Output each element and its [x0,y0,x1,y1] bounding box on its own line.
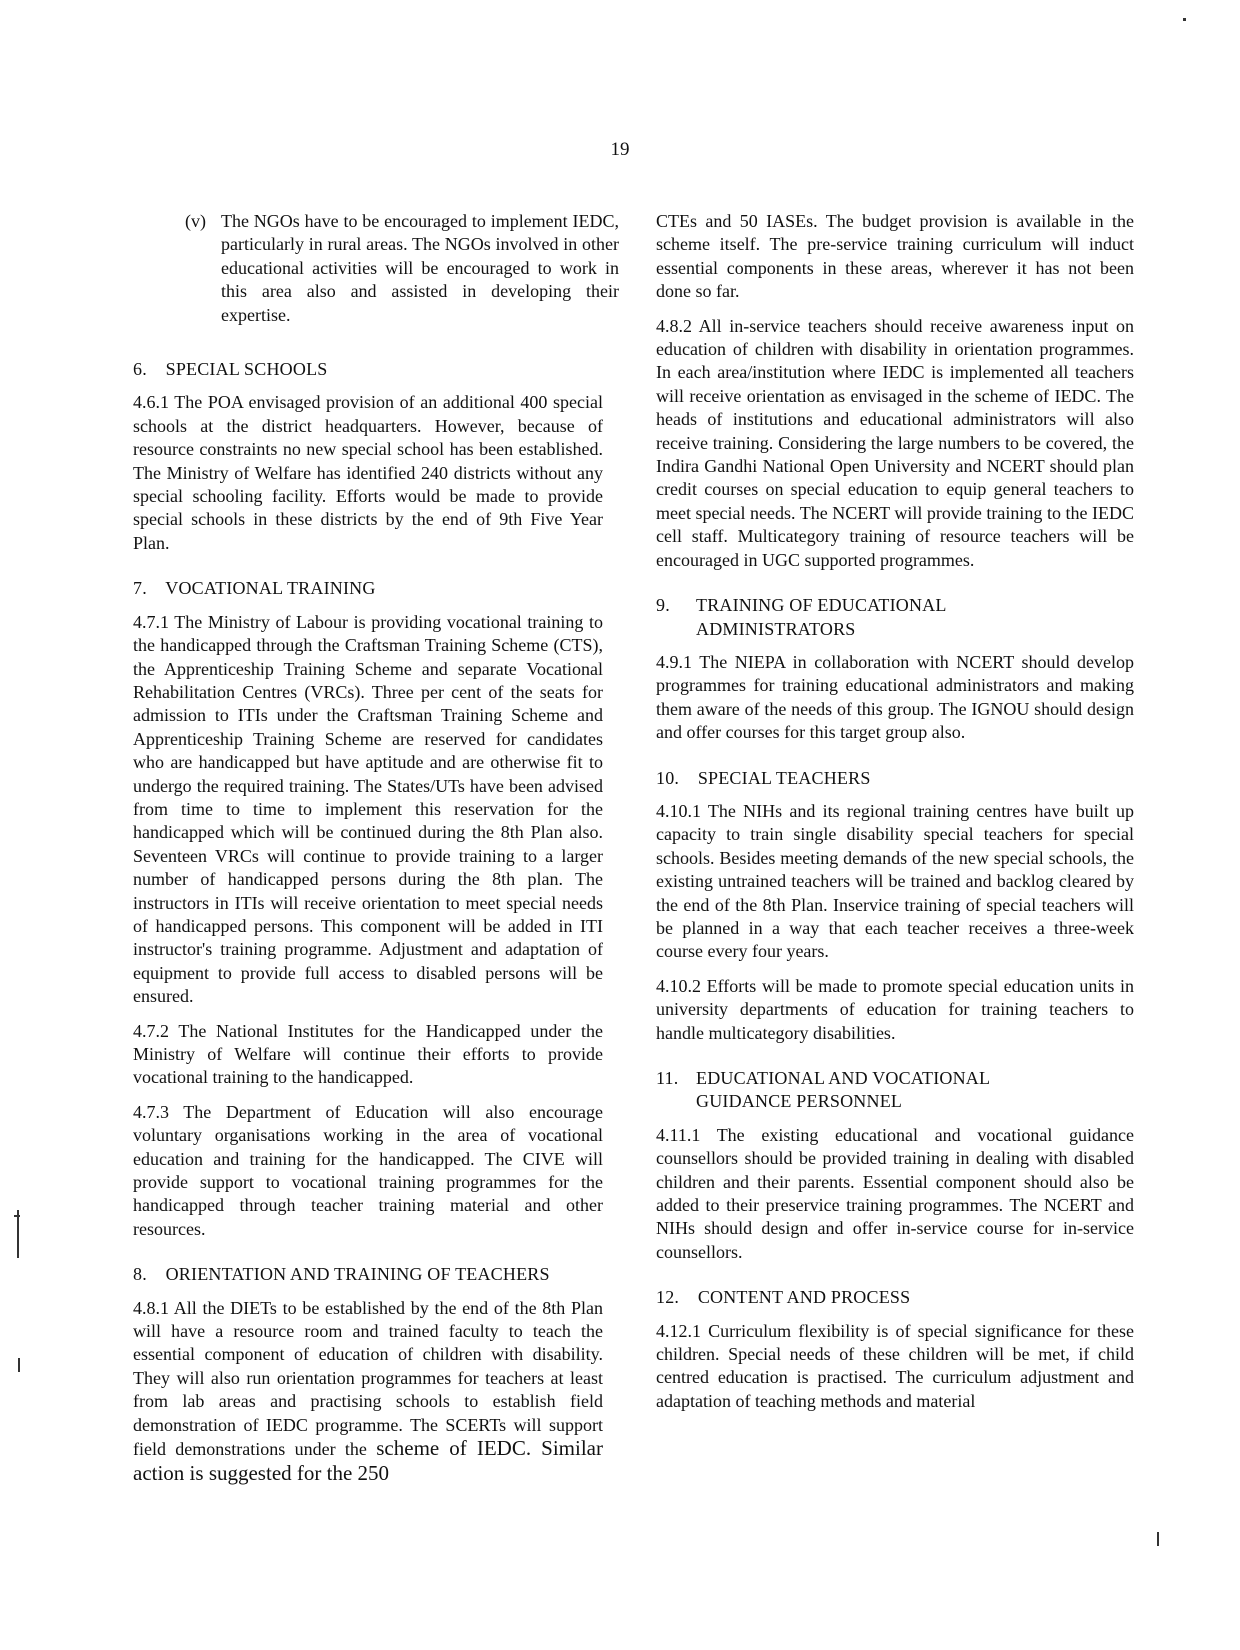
paragraph-tail: scheme of IEDC. Similar action is suggested for the 250 [133,1436,604,1485]
scan-mark [14,1215,20,1217]
paragraph-4-9-1: 4.9.1 The NIEPA in collaboration with NCERT should develop programmes for training educational administrators and making them aware of the needs of this group. The IGNOU should design and offer courses for this target group also. [656,651,1134,743]
section-number: 8. [133,1264,147,1285]
section-heading-11 [656,1067,1134,1114]
section-title: CONTENT AND PROCESS [697,1287,911,1308]
list-marker: (v) [185,211,206,231]
list-item-v [185,210,619,327]
section-title-line1: TRAINING OF EDUCATIONAL [696,595,947,616]
section-title-line2: ADMINISTRATORS [696,618,856,639]
section-title: ORIENTATION AND TRAINING OF TEACHERS [165,1264,550,1285]
paragraph-4-10-2: 4.10.2 Efforts will be made to promote special education units in university departments of education for training teachers to handle multicategory disabilities. [656,975,1134,1043]
scan-mark [17,1210,19,1258]
paragraph-4-12-1: 4.12.1 Curriculum flexibility is of special significance for these children. Special needs of these children will be met, if child centred education is practised. The curriculum adjustment and adaptation of teaching methods and material [656,1320,1134,1411]
paragraph-4-7-1: 4.7.1 The Ministry of Labour is providing vocational training to the handicapped through the Craftsman Training Scheme (CTS), the Apprenticeship Training Scheme and separate Vocational Rehabilitation Centres (VRCs). Three per cent of the seats for admission to ITIs under the Craftsman Training Scheme and Apprenticeship Training Scheme are reserved for candidates who are handicapped but have aptitude and are otherwise fit to undergo the required training. The States/UTs have been advised from time to time to implement this reservation for the handicapped which will be continued during the 8th Plan also. Seventeen VRCs will continue to provide training to a larger number of handicapped persons during the 8th plan. The instructors in ITIs will receive orientation to meet special needs of handicapped persons. This component will be added in ITI instructor's training programme. Adjustment and adaptation of equipment to provide full access to disabled persons will be ensured. [133,611,603,1007]
section-heading-8 [133,1263,603,1286]
section-number: 9. [656,595,670,616]
section-title [696,594,1134,641]
section-heading-9 [656,594,1134,641]
section-number: 7. [133,578,147,599]
section-heading-7 [133,577,603,600]
section-title: SPECIAL SCHOOLS [165,359,328,380]
section-title: SPECIAL TEACHERS [697,767,871,788]
paragraph-text: 4.8.1 All the DIETs to be established by the end of the 8th Plan will have a resource room and trained faculty to teach the essential component of education of children with disability. They will also run orientation programmes for teachers at least from lab areas and practising schools to establish field demonstration of IEDC programme. The SCERTs will support field demonstrations under the [133,1297,603,1460]
scan-mark [1183,18,1186,21]
right-column [656,210,1134,1424]
paragraph-4-8-2: 4.8.2 All in-service teachers should receive awareness input on education of children with disability in orientation programmes. In each area/institution where IEDC is implemented all teachers will receive orientation as envisaged in the scheme of IEDC. The heads of institutions and educational administrators will also receive training. Considering the large numbers to be covered, the Indira Gandhi National Open University and NCERT should plan credit courses on special education to equip general teachers to meet special needs. The NCERT will provide training to the IEDC cell staff. Multicategory training of resource teachers will be encouraged in UGC supported programmes. [656,315,1134,570]
section-heading-6 [133,358,603,381]
section-title-line1: EDUCATIONAL AND VOCATIONAL [696,1068,991,1088]
section-number: 10. [656,767,680,788]
section-heading-12 [656,1286,1134,1309]
section-heading-10 [656,767,1134,790]
page-number: 19 [610,139,630,160]
paragraph-4-10-1: 4.10.1 The NIHs and its regional training centres have built up capacity to train single disability special teachers for special schools. Besides meeting demands of the new special schools, the existing untrained teachers will be trained and backlog cleared by the end of the 8th Plan. Inservice training of special teachers will be planned in a way that each teacher receives a three-week course every four years. [656,800,1134,962]
paragraph-continued: CTEs and 50 IASEs. The budget provision is available in the scheme itself. The pre-service training curriculum will induct essential components in these areas, wherever it has not been done so far. [656,211,1134,302]
section-title: VOCATIONAL TRAINING [165,578,376,599]
paragraph-4-11-1: 4.11.1 The existing educational and vocational guidance counsellors should be provided training in dealing with disabled children and their parents. Essential component should also be added to their preservice training programmes. The NCERT and NIHs should design and offer in-service course for in-service counsellors. [656,1124,1134,1262]
section-number: 12. [656,1287,680,1308]
list-item-text: The NGOs have to be encouraged to implement IEDC, particularly in rural areas. The NGOs involved in other educational activities will be encouraged to work in this area also and assisted in developing their expertise. [221,211,619,325]
scan-mark [18,1358,20,1372]
paragraph-4-7-2: 4.7.2 The National Institutes for the Handicapped under the Ministry of Welfare will continue their efforts to provide vocational training to the handicapped. [133,1020,603,1088]
scan-mark [1157,1532,1159,1546]
left-column [133,210,619,1486]
section-title-line2: GUIDANCE PERSONNEL [696,1091,903,1112]
section-title [696,1067,1134,1114]
paragraph-4-8-1 [133,1297,603,1486]
section-number: 11. [656,1068,679,1088]
paragraph-4-6-1: 4.6.1 The POA envisaged provision of an additional 400 special schools at the district headquarters. However, because of resource constraints no new special school has been established. The Ministry of Welfare has identified 240 districts without any special schooling facility. Efforts would be made to provide special schools in these districts by the end of 9th Five Year Plan. [133,392,603,553]
paragraph-4-7-3: 4.7.3 The Department of Education will also encourage voluntary organisations working in the area of vocational education and training for the handicapped. The CIVE will provide support to vocational training programmes for the handicapped through teacher training material and other resources. [133,1101,603,1239]
section-number: 6. [133,359,147,380]
